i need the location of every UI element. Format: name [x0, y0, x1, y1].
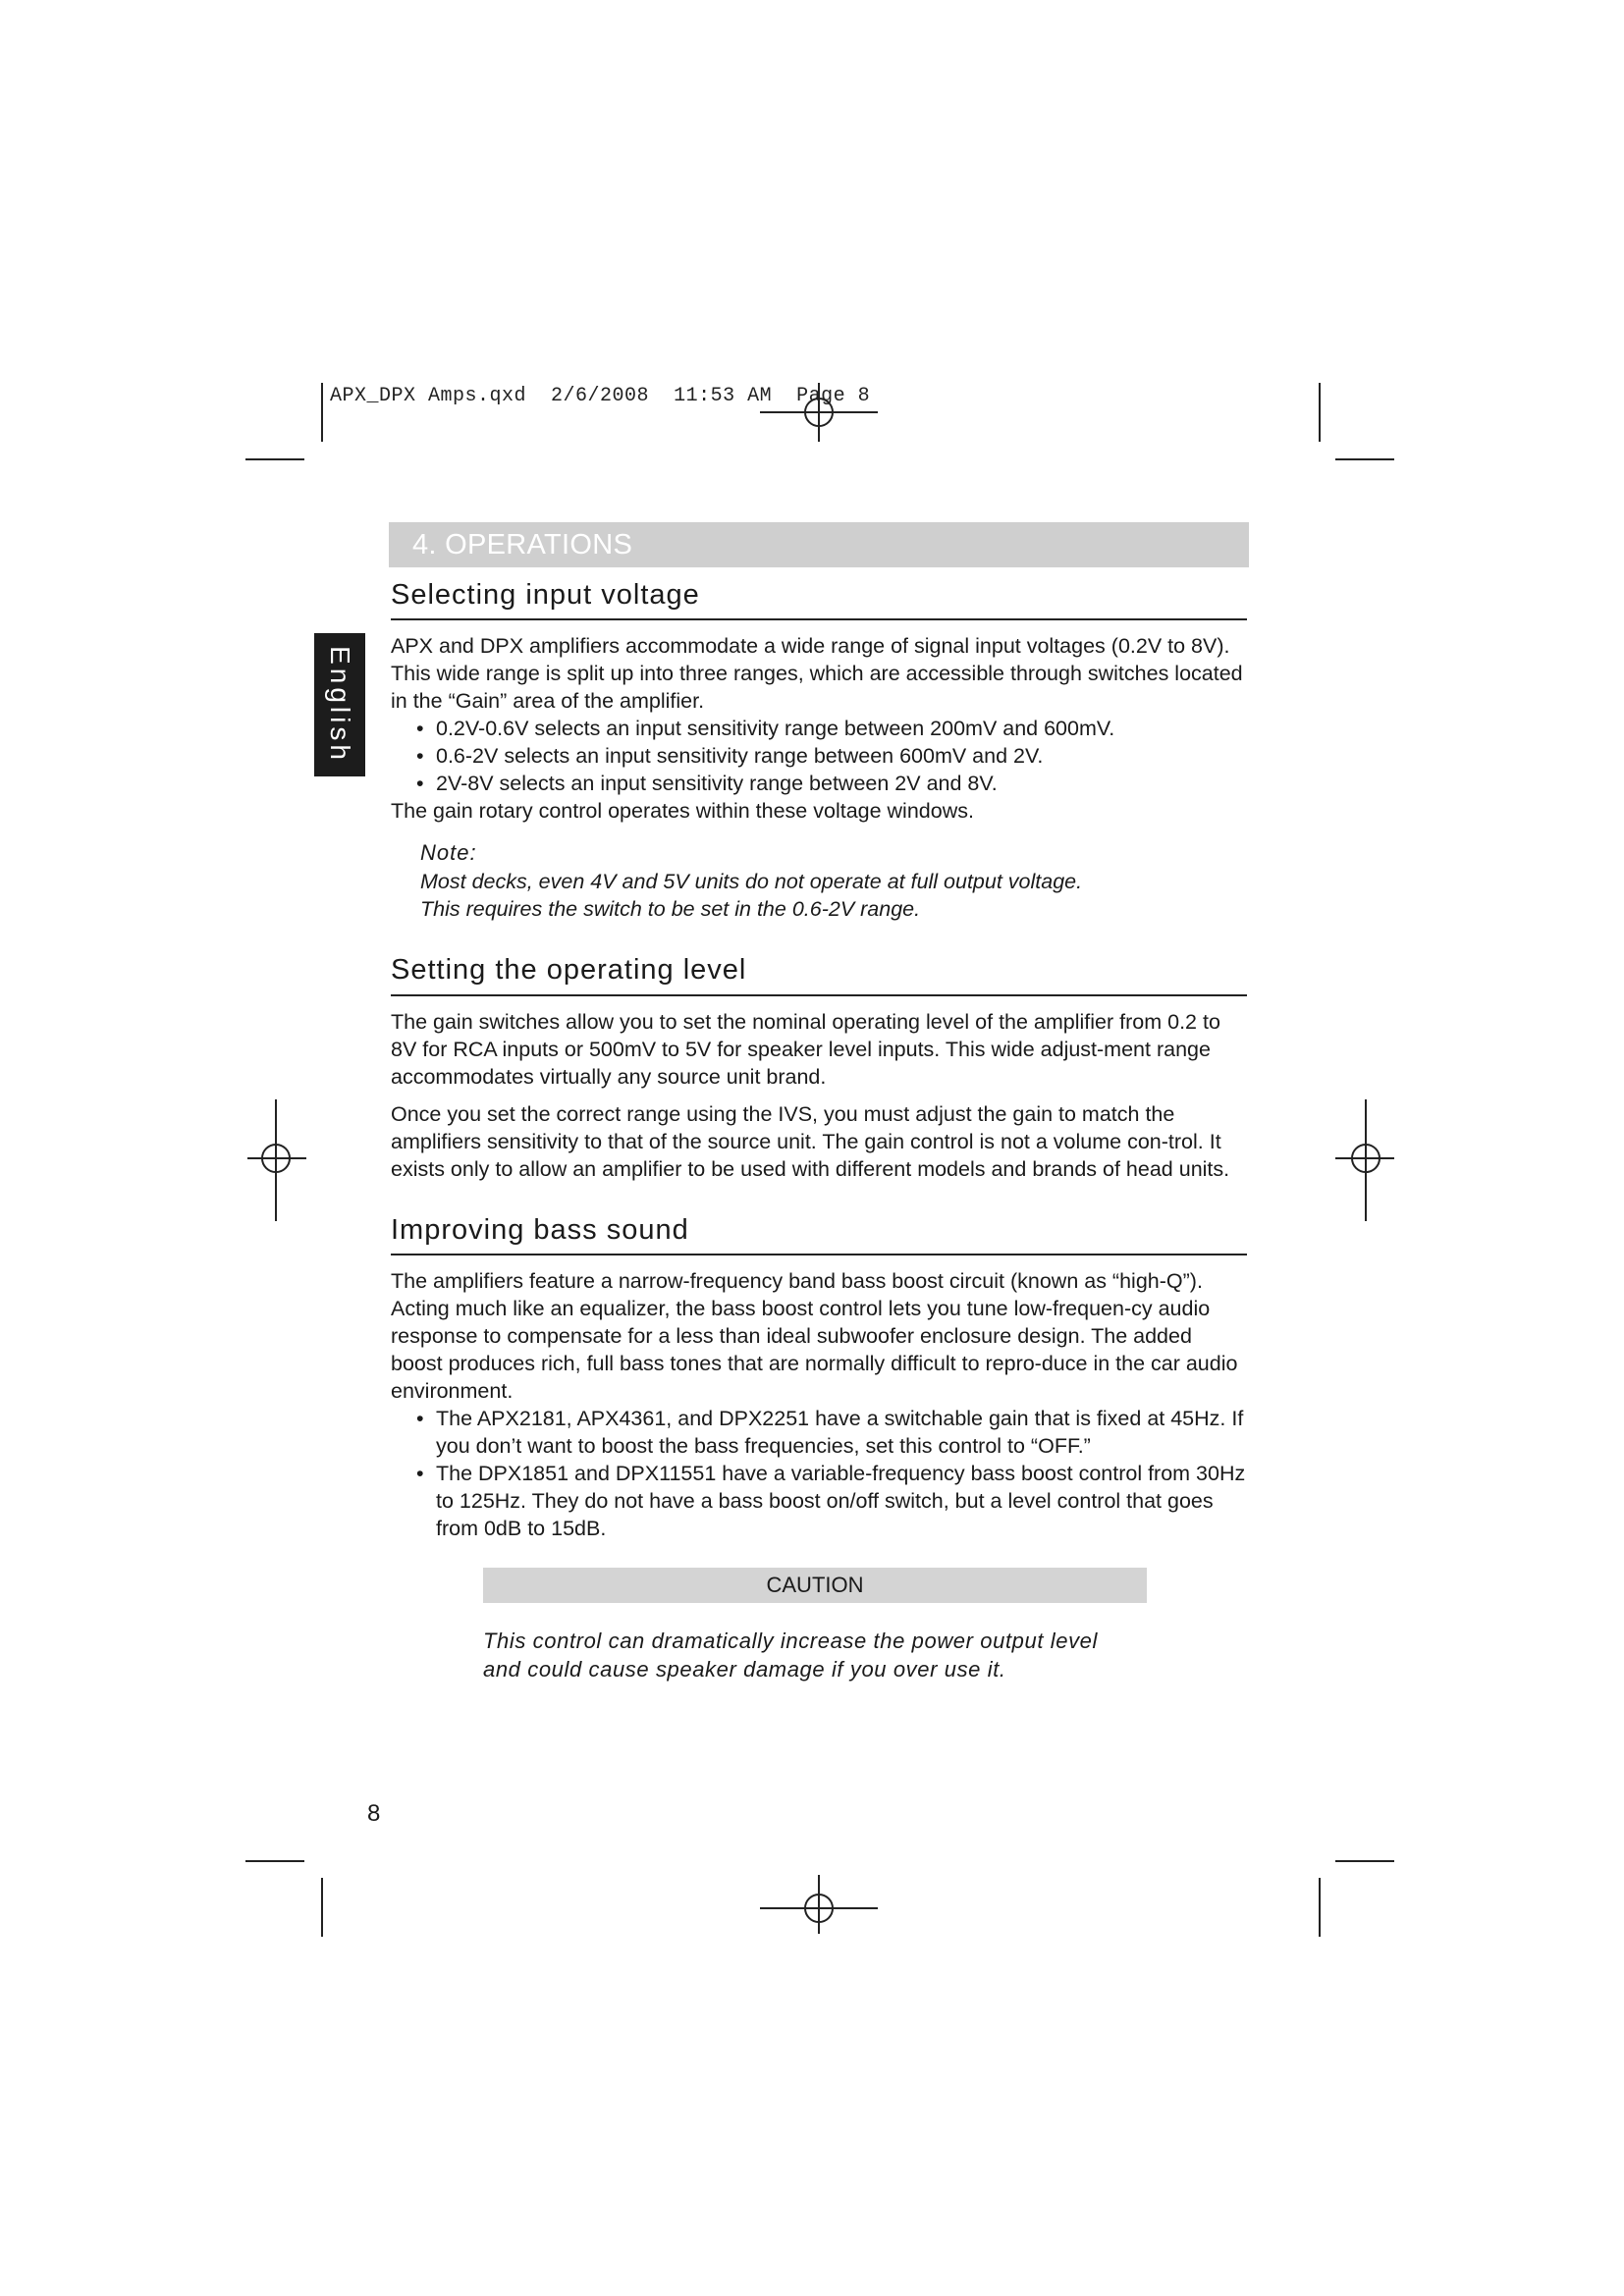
- language-side-tab: [314, 633, 365, 776]
- bass-sound-intro: The amplifiers feature a narrow-frequency band bass boost circuit (known as “high-Q”). Acting much like an equalizer, the bass boost control lets you tune low-frequen-cy audio response to compensate for a less than ideal subwoofer enclosure design. The added boost produces rich, full bass tones that are normally difficult to repro-duce in the car audio environment.: [391, 1268, 1238, 1403]
- caution-line: and could cause speaker damage if you over use it.: [483, 1656, 1006, 1682]
- section-title-operating-level: Setting the operating level: [391, 952, 1247, 995]
- slug-file: APX_DPX Amps.qxd: [330, 385, 527, 407]
- list-item: • The DPX1851 and DPX11551 have a variable-frequency bass boost control from 30Hz to 125Hz. They do not have a bass boost on/off switch, but a level control that goes from 0dB to 15dB.: [416, 1460, 1247, 1542]
- section-operating-level: [391, 952, 1247, 1182]
- slug-time: 11:53 AM: [674, 385, 773, 407]
- note-line: Most decks, even 4V and 5V units do not operate at full output voltage.: [420, 870, 1083, 894]
- section-title-bass-sound: Improving bass sound: [391, 1212, 1247, 1255]
- section-input-voltage: [391, 577, 1247, 923]
- crop-mark-top-right-h: [1335, 458, 1394, 460]
- caution-text: [483, 1627, 1247, 1683]
- operating-level-paragraph: The gain switches allow you to set the nominal operating level of the amplifier from 0.2 to 8V for RCA inputs or 500mV to 5V for speaker level inputs. This wide adjust-ment range accommodates virtually any source unit brand.: [391, 1009, 1220, 1089]
- registration-mark-right: [1333, 1099, 1396, 1221]
- list-item: • 0.6-2V selects an input sensitivity range between 600mV and 2V.: [416, 742, 1247, 770]
- bass-sound-bullets: [391, 1405, 1247, 1542]
- registration-mark-bottom: [758, 1873, 880, 1944]
- section-title-input-voltage: Selecting input voltage: [391, 577, 1247, 620]
- input-voltage-bullets: [391, 715, 1247, 797]
- page-number: 8: [367, 1800, 381, 1827]
- input-voltage-intro: APX and DPX amplifiers accommodate a wide range of signal input voltages (0.2V to 8V). This wide range is split up into three ranges, which are accessible through switches located in the “Gain” area of the amplifier.: [391, 634, 1243, 714]
- crop-mark-top-left-v: [321, 383, 323, 442]
- note-block: [391, 838, 1247, 923]
- crop-mark-top-left-h: [245, 458, 304, 460]
- caution-label: CAUTION: [483, 1568, 1147, 1603]
- crop-mark-top-right-v: [1319, 383, 1321, 442]
- operating-level-paragraph: Once you set the correct range using the IVS, you must adjust the gain to match the amplifiers sensitivity to that of the source unit. The gain control is not a volume con-trol. It exists only to allow an amplifier to be used with different models and brands of head units.: [391, 1101, 1230, 1181]
- crop-mark-bottom-right-h: [1335, 1860, 1394, 1862]
- list-item: • 2V-8V selects an input sensitivity range between 2V and 8V.: [416, 770, 1247, 797]
- registration-mark-top: [758, 373, 880, 444]
- note-line: This requires the switch to be set in the 0.6-2V range.: [420, 897, 921, 922]
- section-bass-sound: [391, 1212, 1247, 1542]
- chapter-banner: 4. OPERATIONS: [389, 522, 1249, 567]
- crop-mark-bottom-left-h: [245, 1860, 304, 1862]
- list-item: • The APX2181, APX4361, and DPX2251 have a switchable gain that is fixed at 45Hz. If you don’t want to boost the bass frequencies, set this control to “OFF.”: [416, 1405, 1247, 1460]
- language-side-tab-label: English: [325, 646, 355, 764]
- slug-date: 2/6/2008: [551, 385, 650, 407]
- note-label: Note:: [420, 840, 477, 866]
- list-item: • 0.2V-0.6V selects an input sensitivity range between 200mV and 600mV.: [416, 715, 1247, 742]
- main-content: [391, 577, 1247, 1683]
- caution-line: This control can dramatically increase the power output level: [483, 1628, 1099, 1653]
- slug-page: Page 8: [796, 385, 871, 407]
- registration-mark-left: [245, 1099, 308, 1221]
- crop-mark-bottom-left-v: [321, 1878, 323, 1937]
- input-voltage-outro: The gain rotary control operates within these voltage windows.: [391, 799, 974, 824]
- crop-mark-bottom-right-v: [1319, 1878, 1321, 1937]
